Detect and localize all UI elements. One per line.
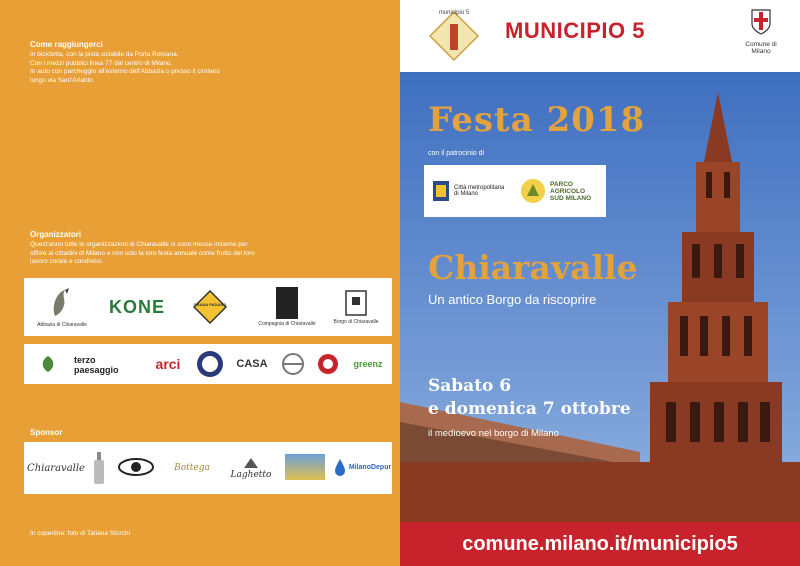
sponsor-title: Sponsor [30,428,63,437]
circle-logo [278,350,308,378]
parco-sud-logo: PARCO AGRICOLO SUD MILANO [520,173,602,209]
drop-logo [332,452,348,482]
sponsor-logos [24,442,392,494]
cover-credit: In copertina: foto di Tatiana Storchi [30,530,130,537]
organizers-title: Organizzatori [30,230,82,239]
grana-padano-logo: GRANA PADANO [190,282,230,332]
milanodepur-logo: MilanoDepur [348,463,392,471]
greenz-logo: greenz [353,359,383,369]
kone-logo: KONE [108,296,165,317]
organizer-logos-row1 [24,278,392,336]
organizer-logos-row2 [24,344,392,384]
parco-logo [314,350,342,378]
festa-title: Festa 2018 [428,100,646,140]
cascina-logo [28,348,68,380]
seal-logo [194,348,226,380]
borgo-logo: Borgo di Chiaravalle [324,282,388,332]
date-line2: e domenica 7 ottobre [428,399,631,419]
eye-logo [114,452,158,482]
date-line1: Sabato 6 [428,376,512,396]
abbazia-logo: Abbazia di Chiaravalle [32,282,92,332]
header-bar [400,0,800,72]
footer-bar [400,522,800,566]
subtitle: Un antico Borgo da riscoprire [428,292,597,307]
photo-logo [282,452,328,482]
patrocinio-label: con il patrocinio di [428,150,485,157]
how-to-reach-title: Come raggiungerci [30,40,103,49]
bottega-logo: Bottega [174,463,210,473]
how-to-reach-text: In bicicletta, con la pista ciclabile da Porta Romana. Con i mezzi pubblici linea 77 dal centro di Milano. In auto con parcheggio all'esterno dell'Abbazia o presso il cimitero lungo via Sant'Arialdo. [30,51,221,84]
municipio-title: MUNICIPIO 5 [505,18,645,43]
citta-metropolitana-logo: Città metropolitana di Milano [432,175,512,207]
terzo-paesaggio-logo: terzo paesaggio [74,355,119,375]
municipio-logo: municipio 5 [424,6,484,66]
arci-logo: arci [155,356,181,372]
website-link[interactable]: comune.milano.it/municipio5 [462,532,738,555]
casa-logo: CASA [236,358,268,370]
patronage-logos [424,165,606,217]
organizers-text: Quest'anno tutte le organizzazioni di Chiaravalle si sono messe insieme per offrire ai cittadini di Milano e non solo la loro festa annuale come frutto del loro lavoro corale e condiviso. [30,241,255,265]
event-dates [428,375,631,421]
chiaravalle-script-logo: Chiaravalle [27,462,85,474]
comune-milano-logo: Comune di Milano [738,8,784,64]
right-panel [400,0,800,566]
compagnia-logo: Compagnia di Chiaravalle [252,282,322,332]
bottle-logo [88,448,110,488]
tagline: il medioevo nel borgo di Milano [428,428,559,439]
place-title: Chiaravalle [428,248,638,287]
laghetto-logo: Laghetto [224,448,278,488]
